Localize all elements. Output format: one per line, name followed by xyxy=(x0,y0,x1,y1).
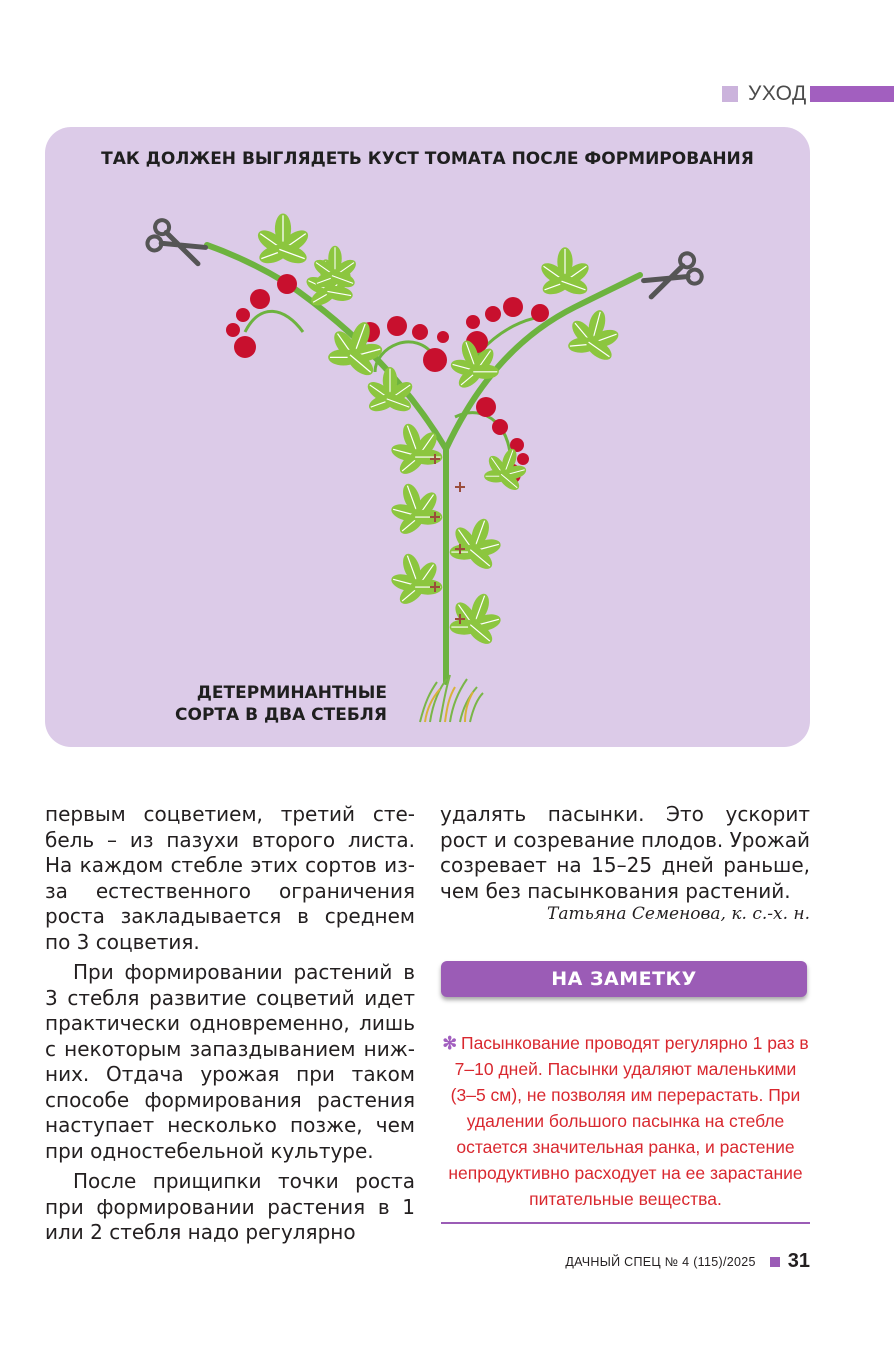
section-bar xyxy=(810,86,894,102)
illustration-caption xyxy=(175,682,387,726)
note-title: НА ЗАМЕТКУ xyxy=(551,968,697,990)
note-header xyxy=(441,961,807,997)
magazine-issue: ДАЧНЫЙ СПЕЦ № 4 (115)/2025 xyxy=(565,1254,756,1269)
caption-line-1: ДЕТЕРМИНАНТНЫЕ xyxy=(196,683,387,703)
section-tag xyxy=(722,83,807,105)
note-text: Пасынкование проводят регулярно 1 раз в 7–10 дней. Пасынки удаляют маленькими (3–5 см), не позволяя им перерастать. При удалении большого пасынка на стебле остается значительная ранка, и растение непродуктивно расходует на ее зарастание питательные вещества. xyxy=(448,1033,809,1209)
article-left-column xyxy=(45,802,415,1246)
footer-square xyxy=(770,1257,780,1267)
note-divider xyxy=(441,1222,810,1224)
paragraph-2: При формировании растений в 3 стебля развитие соцветий идет практически одновременно, лишь с некоторым запаздыванием нижних. Отдача урожая при таком способе формирования растения наступает несколько позже, чем при одностебельной культуре. xyxy=(45,960,415,1163)
paragraph-1: первым соцветием, третий стебель – из пазухи второго листа. На каждом стебле этих сортов из-за естественного ограничения роста закладывается в среднем по 3 соцветия. xyxy=(45,802,415,954)
caption-line-2: СОРТА В ДВА СТЕБЛЯ xyxy=(175,705,387,725)
asterisk-icon: ✻ xyxy=(442,1033,457,1053)
note-body xyxy=(441,1030,810,1212)
paragraph-3: После прищипки точки роста при формировании растения в 1 или 2 стебля надо регулярно xyxy=(45,1169,415,1244)
author-signature: Татьяна Семенова, к. с.-х. н. xyxy=(547,904,810,924)
page-number: 31 xyxy=(787,1250,810,1272)
illustration-panel xyxy=(45,127,810,747)
section-square xyxy=(722,86,738,102)
article-right-column xyxy=(440,802,810,904)
page-footer xyxy=(565,1250,810,1273)
tomato-bush-diagram xyxy=(45,127,810,747)
section-label: УХОД xyxy=(748,82,807,105)
illustration-title: ТАК ДОЛЖЕН ВЫГЛЯДЕТЬ КУСТ ТОМАТА ПОСЛЕ ФОРМИРОВАНИЯ xyxy=(101,149,754,169)
paragraph-4: удалять пасынки. Это ускорит рост и созревание плодов. Урожай созревает на 15–25 дней раньше, чем без пасынкования растений. xyxy=(440,802,810,903)
